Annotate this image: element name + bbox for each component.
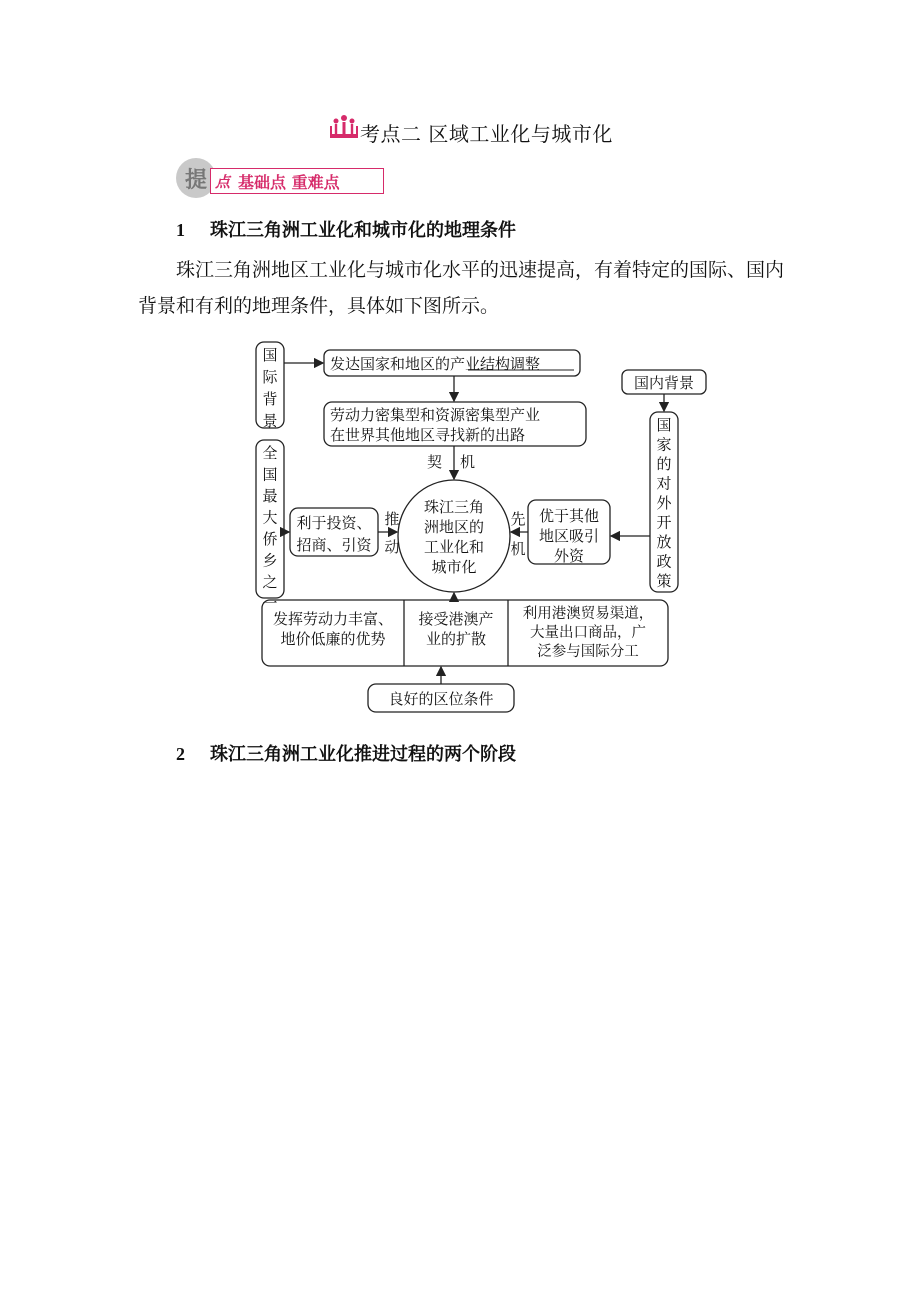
label-qi: 契 bbox=[426, 453, 442, 471]
label-dong: 动 bbox=[384, 538, 400, 556]
label-opening-policy-char: 家 bbox=[656, 435, 672, 454]
heading-1-number: 1 bbox=[176, 220, 185, 240]
label-opening-policy-char: 外 bbox=[656, 494, 672, 512]
badge bbox=[176, 158, 386, 198]
label-overseas-chinese-char: 全 bbox=[262, 444, 278, 462]
label-opening-policy-char: 对 bbox=[656, 474, 672, 493]
label-opening-policy-char: 策 bbox=[656, 572, 672, 590]
label-international-background-char: 背 bbox=[262, 390, 278, 408]
label-international-background-char: 国 bbox=[262, 346, 278, 364]
label-opening-policy-char: 放 bbox=[656, 533, 672, 551]
label-labor-intensive-line: 在世界其他地区寻找新的出路 bbox=[330, 426, 526, 444]
label-opening-policy-char: 政 bbox=[656, 552, 672, 571]
label-industry-adjustment: 发达国家和地区的产业结构调整 bbox=[330, 355, 541, 373]
heading-1 bbox=[176, 216, 516, 242]
label-overseas-chinese-char: 之 bbox=[262, 573, 278, 591]
label-cell-trade-line: 大量出口商品，广 bbox=[530, 625, 646, 641]
label-attract-foreign-line: 优于其他 bbox=[538, 507, 600, 525]
heading-1-text: 珠江三角洲工业化和城市化的地理条件 bbox=[210, 220, 516, 241]
label-overseas-chinese-char: 国 bbox=[262, 465, 278, 484]
label-cell-trade-line: 泛参与国际分工 bbox=[537, 644, 639, 660]
label-cell-trade-line: 利用港澳贸易渠道， bbox=[522, 606, 654, 622]
label-xian: 先 bbox=[510, 510, 526, 528]
label-overseas-chinese-char: 最 bbox=[262, 487, 278, 505]
badge-label: 基础点 重难点 bbox=[238, 172, 340, 192]
label-location: 良好的区位条件 bbox=[388, 690, 494, 708]
label-center-line: 洲地区的 bbox=[423, 518, 485, 536]
label-center-line: 珠江三角 bbox=[423, 498, 485, 516]
label-overseas-chinese-char: 大 bbox=[262, 508, 278, 527]
label-international-background-char: 景 bbox=[262, 412, 278, 430]
label-labor-intensive-line: 劳动力密集型和资源密集型产业 bbox=[330, 406, 541, 424]
flow-diagram bbox=[238, 322, 718, 730]
heading-2 bbox=[176, 740, 516, 766]
badge-band bbox=[210, 168, 384, 194]
kaodian-icon bbox=[328, 112, 360, 140]
label-cell-hk-line: 接受港澳产 bbox=[418, 610, 494, 628]
label-overseas-chinese-char: 侨 bbox=[262, 530, 278, 548]
heading-2-number: 2 bbox=[176, 744, 185, 764]
label-center-line: 工业化和 bbox=[423, 538, 485, 556]
badge-disc-icon: 提 bbox=[176, 158, 216, 198]
label-center-line: 城市化 bbox=[431, 558, 477, 576]
label-ji: 机 bbox=[460, 453, 476, 471]
label-opening-policy-char: 的 bbox=[656, 455, 672, 473]
intro-paragraph: 珠江三角洲地区工业化与城市化水平的迅速提高，有着特定的国际、国内背景和有利的地理条件，具体如下图所示。 bbox=[138, 259, 785, 317]
badge-dian: 点 bbox=[215, 172, 231, 191]
label-overseas-chinese-char: 乡 bbox=[262, 551, 278, 570]
label-opening-policy-char: 国 bbox=[656, 416, 672, 434]
section-title: 考点二 区域工业化与城市化 bbox=[360, 122, 613, 146]
label-cell-hk-line: 业的扩散 bbox=[425, 630, 487, 648]
label-international-background-char: 际 bbox=[262, 368, 278, 386]
label-domestic-background: 国内背景 bbox=[633, 374, 695, 392]
label-ji2: 机 bbox=[510, 540, 526, 558]
label-attract-foreign-line: 地区吸引 bbox=[538, 527, 600, 545]
label-cell-labor-line: 地价低廉的优势 bbox=[280, 630, 386, 648]
label-tui: 推 bbox=[384, 510, 400, 528]
heading-2-text: 珠江三角洲工业化推进过程的两个阶段 bbox=[210, 744, 516, 765]
label-cell-labor-line: 发挥劳动力丰富、 bbox=[272, 610, 394, 628]
label-investment-line: 招商、引资 bbox=[296, 536, 372, 554]
label-overseas-chinese-char: 一 bbox=[262, 594, 278, 613]
label-opening-policy-char: 开 bbox=[656, 513, 672, 532]
label-investment-line: 利于投资、 bbox=[296, 514, 372, 532]
label-attract-foreign-line: 外资 bbox=[553, 547, 585, 565]
